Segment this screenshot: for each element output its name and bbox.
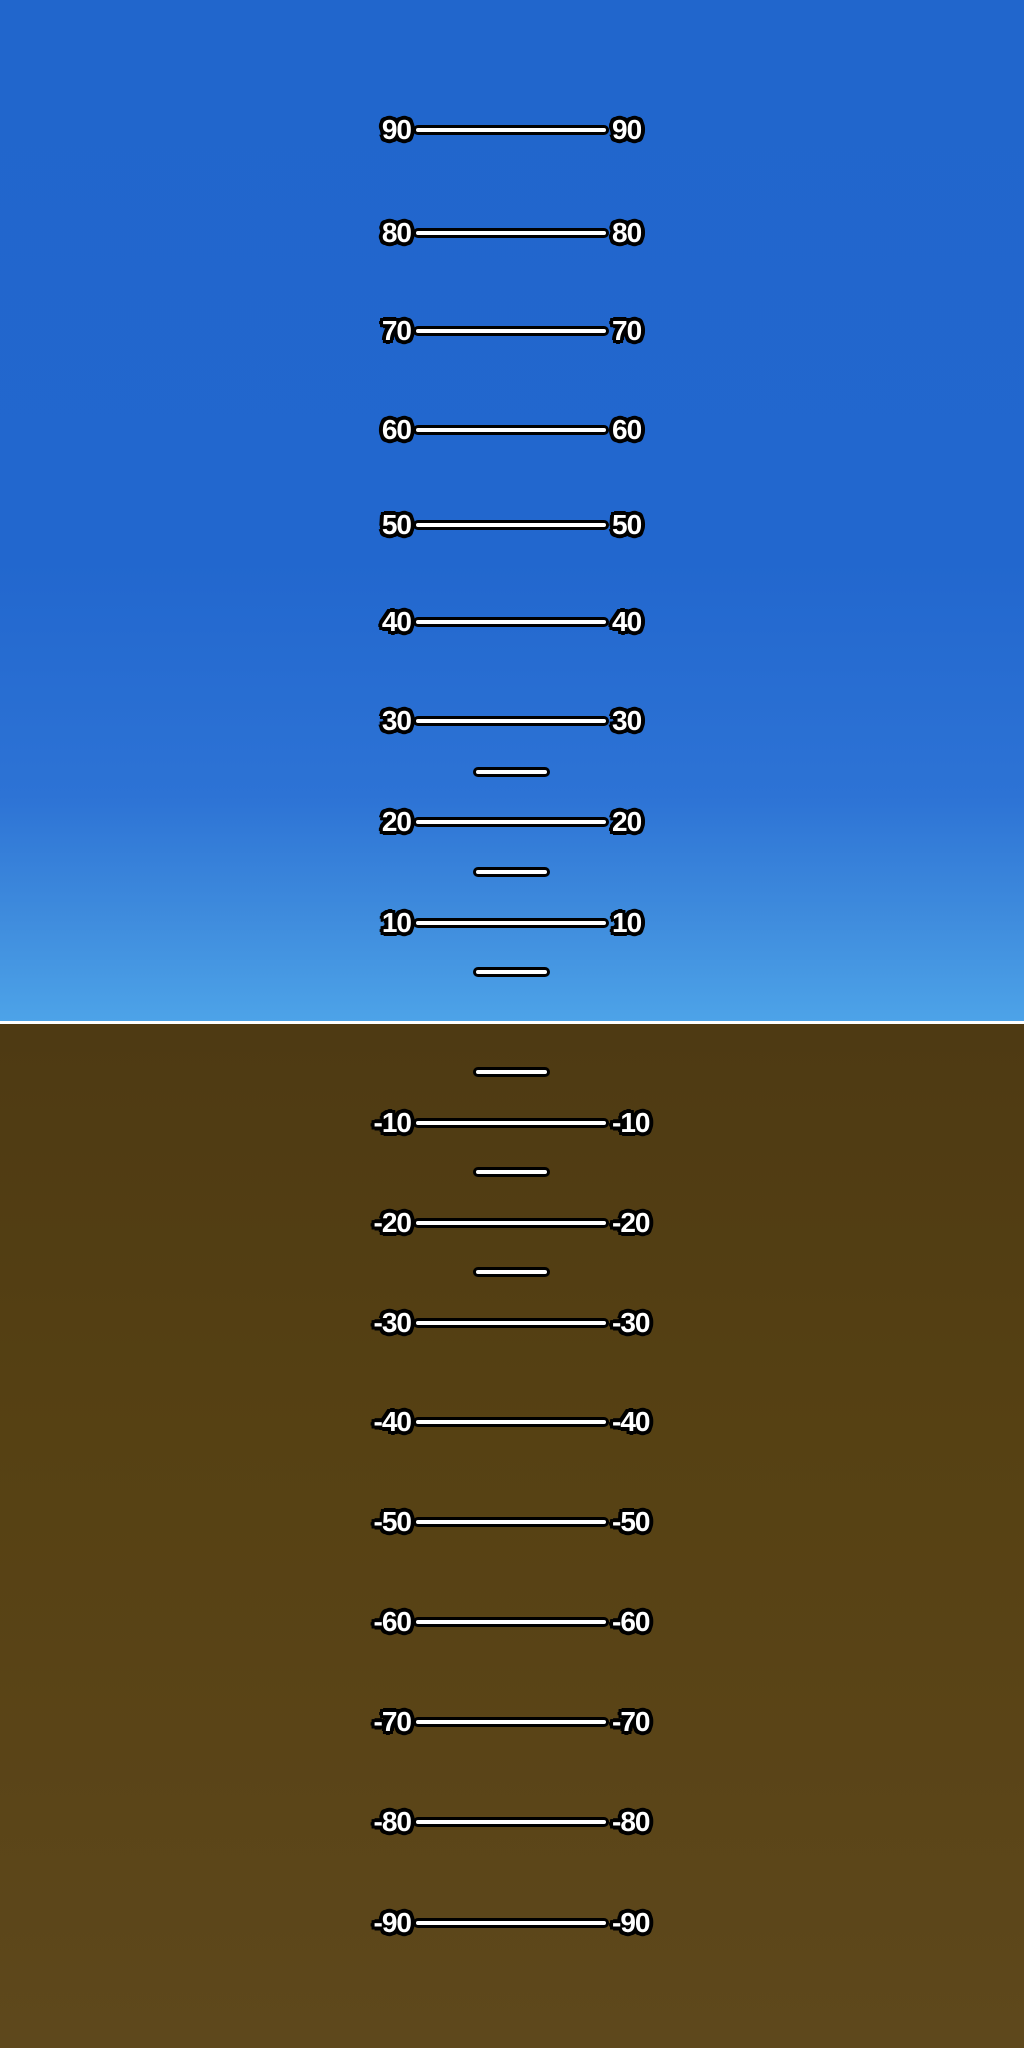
pitch-line-minus-80 xyxy=(0,1806,1024,1837)
pitch-line-minor-5 xyxy=(0,967,1024,977)
pitch-line-50 xyxy=(0,509,1024,540)
pitch-bar-minor-25 xyxy=(473,767,550,777)
pitch-label-left-minus-20: -20 xyxy=(373,1207,411,1238)
pitch-bar-40 xyxy=(413,617,609,627)
pitch-label-left-minus-30: -30 xyxy=(373,1307,411,1338)
pitch-label-right-minus-50: -50 xyxy=(612,1506,650,1537)
pitch-label-right-minus-60: -60 xyxy=(612,1606,650,1637)
pitch-label-right-minus-70: -70 xyxy=(612,1706,650,1737)
pitch-line-minus-50 xyxy=(0,1506,1024,1537)
pitch-label-left-80: 80 xyxy=(381,217,411,248)
pitch-label-right-40: 40 xyxy=(612,606,642,637)
pitch-bar-90 xyxy=(413,125,609,135)
pitch-line-minus-10 xyxy=(0,1107,1024,1138)
pitch-label-right-20: 20 xyxy=(612,806,642,837)
pitch-label-left-minus-50: -50 xyxy=(373,1506,411,1537)
pitch-bar-minus-30 xyxy=(413,1318,609,1328)
pitch-line-60 xyxy=(0,414,1024,445)
pitch-line-80 xyxy=(0,217,1024,248)
pitch-bar-minus-40 xyxy=(413,1417,609,1427)
pitch-line-90 xyxy=(0,114,1024,145)
pitch-line-minus-60 xyxy=(0,1606,1024,1637)
pitch-line-minus-70 xyxy=(0,1706,1024,1737)
pitch-label-right-60: 60 xyxy=(612,414,642,445)
pitch-label-left-minus-80: -80 xyxy=(373,1806,411,1837)
pitch-label-left-30: 30 xyxy=(381,705,411,736)
pitch-label-left-60: 60 xyxy=(381,414,411,445)
pitch-bar-minus-90 xyxy=(413,1918,609,1928)
pitch-bar-minor-15 xyxy=(473,867,550,877)
pitch-label-right-minus-90: -90 xyxy=(612,1907,650,1938)
pitch-label-right-70: 70 xyxy=(612,315,642,346)
pitch-bar-10 xyxy=(413,918,609,928)
pitch-bar-70 xyxy=(413,326,609,336)
pitch-label-left-minus-60: -60 xyxy=(373,1606,411,1637)
pitch-line-minus-30 xyxy=(0,1307,1024,1338)
pitch-label-right-80: 80 xyxy=(612,217,642,248)
pitch-label-left-50: 50 xyxy=(381,509,411,540)
pitch-line-30 xyxy=(0,705,1024,736)
pitch-label-right-minus-40: -40 xyxy=(612,1406,650,1437)
pitch-bar-60 xyxy=(413,425,609,435)
pitch-bar-minor-5 xyxy=(473,967,550,977)
pitch-label-left-10: 10 xyxy=(381,907,411,938)
pitch-line-20 xyxy=(0,806,1024,837)
pitch-label-right-minus-10: -10 xyxy=(612,1107,650,1138)
pitch-label-left-minus-40: -40 xyxy=(373,1406,411,1437)
pitch-label-left-minus-70: -70 xyxy=(373,1706,411,1737)
pitch-label-left-minus-10: -10 xyxy=(373,1107,411,1138)
pitch-bar-minus-60 xyxy=(413,1617,609,1627)
pitch-bar-minus-10 xyxy=(413,1118,609,1128)
pitch-label-right-90: 90 xyxy=(612,114,642,145)
pitch-label-left-40: 40 xyxy=(381,606,411,637)
pitch-line-minor-15 xyxy=(0,867,1024,877)
pitch-label-right-30: 30 xyxy=(612,705,642,736)
pitch-bar-minus-50 xyxy=(413,1517,609,1527)
pitch-label-right-minus-80: -80 xyxy=(612,1806,650,1837)
pitch-label-left-70: 70 xyxy=(381,315,411,346)
pitch-bar-minus-70 xyxy=(413,1717,609,1727)
pitch-bar-minus-20 xyxy=(413,1218,609,1228)
pitch-label-right-minus-20: -20 xyxy=(612,1207,650,1238)
pitch-bar-80 xyxy=(413,228,609,238)
pitch-line-10 xyxy=(0,907,1024,938)
pitch-line-minor-minus-15 xyxy=(0,1167,1024,1177)
pitch-bar-50 xyxy=(413,520,609,530)
pitch-bar-minor-minus-5 xyxy=(473,1067,550,1077)
pitch-line-minor-minus-5 xyxy=(0,1067,1024,1077)
pitch-line-minor-minus-25 xyxy=(0,1267,1024,1277)
pitch-bar-minor-minus-25 xyxy=(473,1267,550,1277)
pitch-bar-minor-minus-15 xyxy=(473,1167,550,1177)
pitch-line-minus-40 xyxy=(0,1406,1024,1437)
pitch-line-minus-20 xyxy=(0,1207,1024,1238)
pitch-line-40 xyxy=(0,606,1024,637)
pitch-label-right-minus-30: -30 xyxy=(612,1307,650,1338)
pitch-label-left-20: 20 xyxy=(381,806,411,837)
pitch-bar-minus-80 xyxy=(413,1817,609,1827)
pitch-line-70 xyxy=(0,315,1024,346)
pitch-label-left-90: 90 xyxy=(381,114,411,145)
pitch-bar-30 xyxy=(413,716,609,726)
pitch-label-right-10: 10 xyxy=(612,907,642,938)
pitch-label-right-50: 50 xyxy=(612,509,642,540)
pitch-line-minus-90 xyxy=(0,1907,1024,1938)
pitch-bar-20 xyxy=(413,817,609,827)
pitch-label-left-minus-90: -90 xyxy=(373,1907,411,1938)
pitch-line-minor-25 xyxy=(0,767,1024,777)
